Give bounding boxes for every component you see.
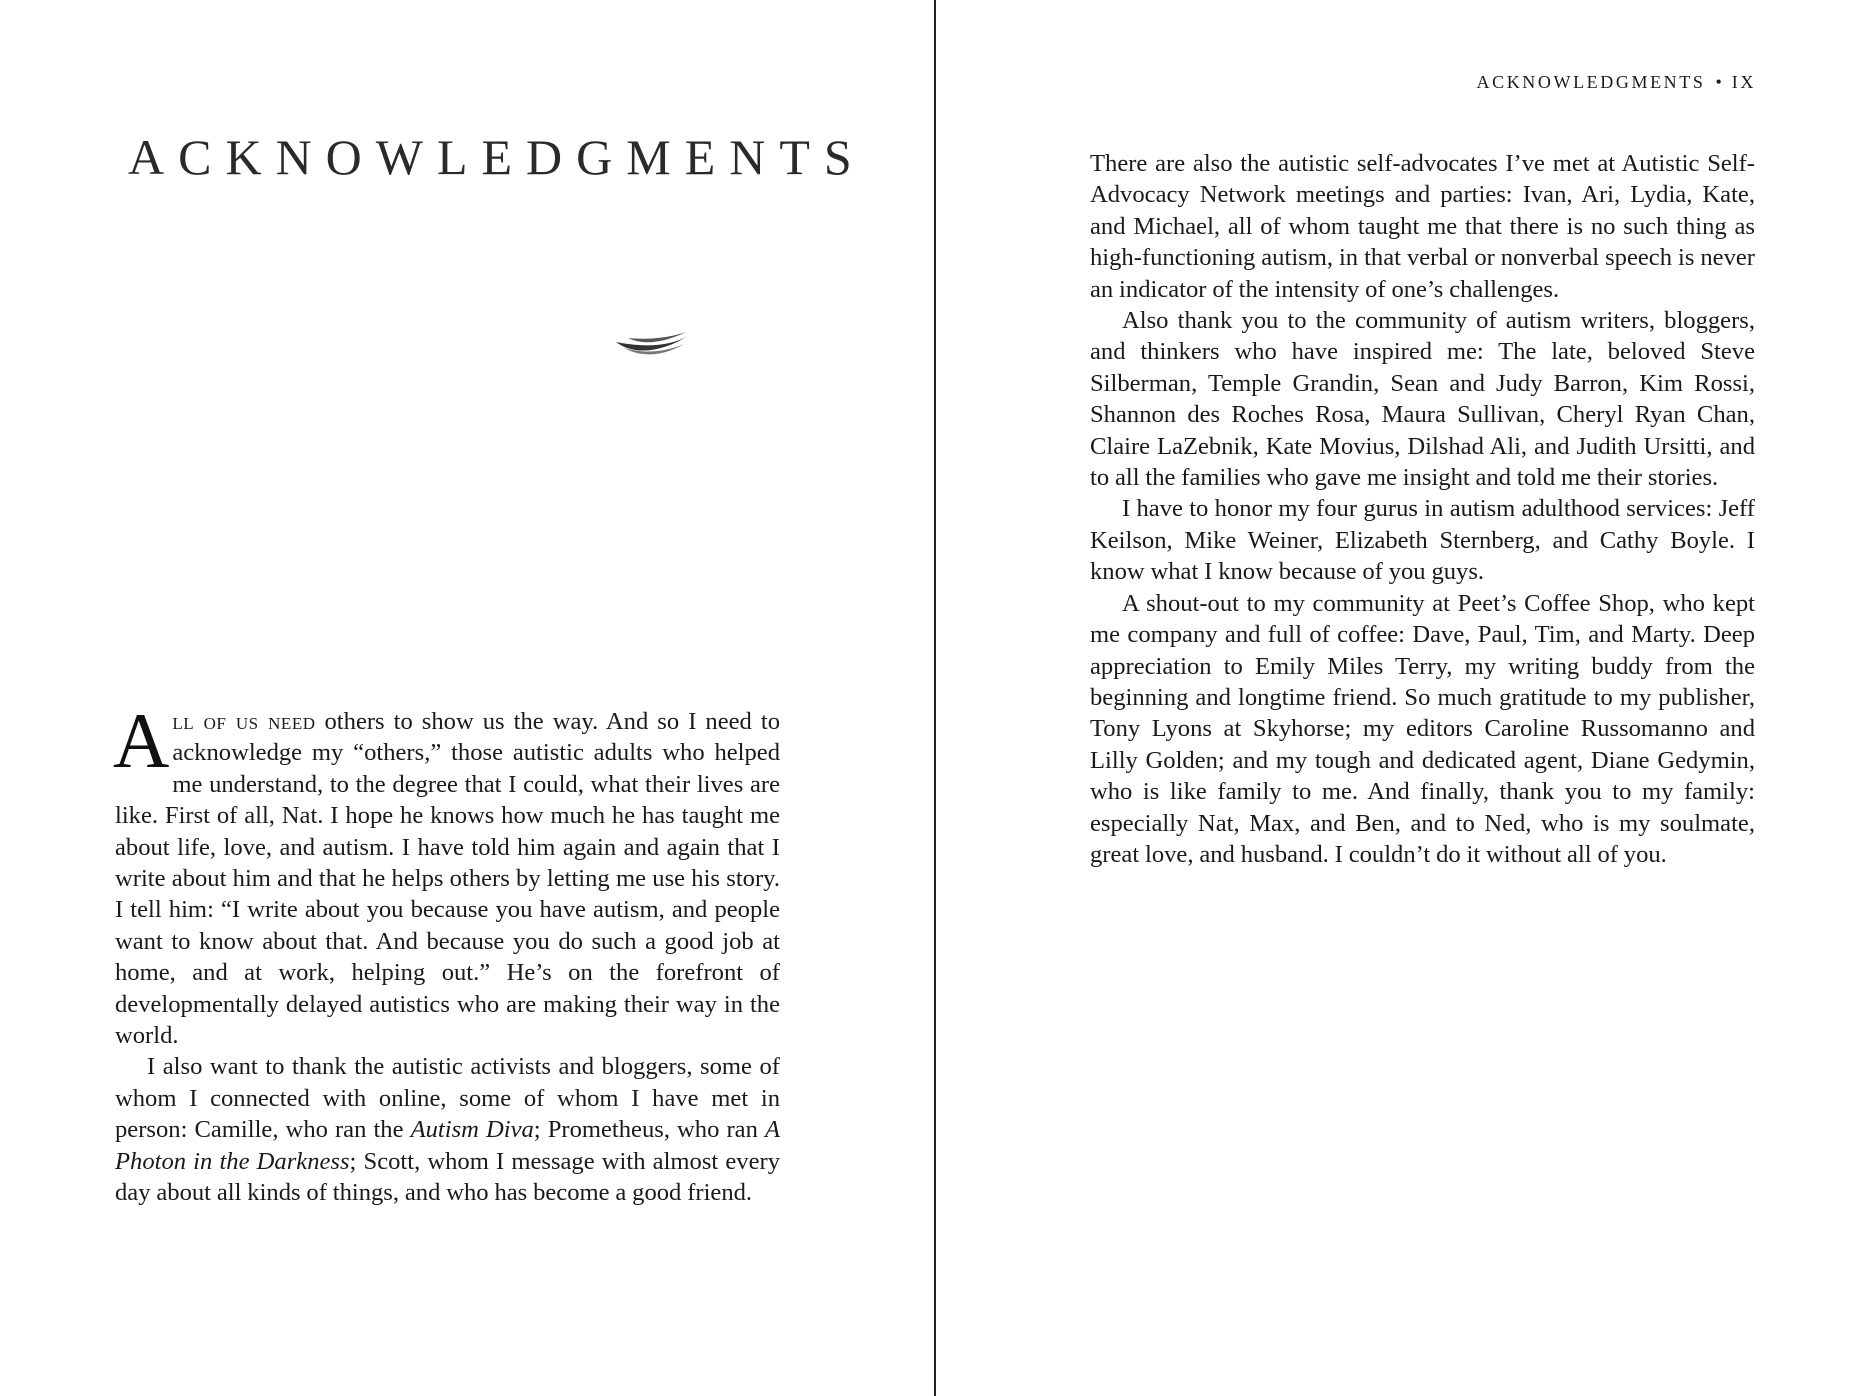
lead-in-smallcaps: ll of us need — [172, 708, 316, 735]
paragraph-text: ; Prometheus, who ran — [533, 1116, 765, 1144]
paragraph-self-advocates: There are also the autistic self-advocates I’ve met at Autistic Self-Advocacy Network meetings and parties: Ivan, Ari, Lydia, Kate, and Michael, all of whom taught me that there is no such thing as high-functioning autism, in that verbal or nonverbal speech is never an indicator of the intensity of one’s challenges. — [1090, 150, 1755, 303]
drop-cap: A — [113, 697, 170, 784]
running-header-separator: • — [1715, 72, 1722, 92]
running-header — [1477, 72, 1757, 93]
page-number: IX — [1731, 72, 1756, 92]
paragraph-activists — [115, 1051, 780, 1208]
italic-title: A Photon in the Darkness — [115, 1116, 780, 1175]
opening-paragraph — [113, 697, 780, 1051]
paragraph-writers: Also thank you to the community of autism writers, bloggers, and thinkers who have inspired me: The late, beloved Steve Silberman, Temple Grandin, Sean and Judy Barron, Kim Rossi, Shannon des Roches Rosa, Maura Sullivan, Cheryl Ryan Chan, Claire LaZebnik, Kate Movius, Dilshad Ali, and Judith Ursitti, and to all the families who gave me insight and told me their stories. — [1090, 307, 1755, 492]
page-gutter-divider — [934, 0, 936, 1396]
flourish-ornament-icon — [614, 330, 690, 360]
paragraph-text: I also want to thank the autistic activists and bloggers, some of whom I connected with online, some of whom I have met in person: Camille, who ran the — [115, 1053, 780, 1144]
right-page-body — [1090, 148, 1755, 870]
paragraph-gurus: I have to honor my four gurus in autism adulthood services: Jeff Keilson, Mike Weiner, Elizabeth Sternberg, and Cathy Boyle. I know what I know because of you guys. — [1090, 495, 1755, 586]
opening-paragraph-text: others to show us the way. And so I need to acknowledge my “others,” those autistic adults who helped me understand, to the degree that I could, what their lives are like. First of all, Nat. I hope he knows how much he has taught me about life, love, and autism. I have told him again and again that I write about him and that he helps others by letting me use his story. I tell him: “I write about you because you have autism, and people want to know about that. And because you do such a good job at home, and at work, helping out.” He’s on the forefront of developmentally delayed autistics who are making their way in the world. — [115, 708, 780, 1050]
running-header-label: ACKNOWLEDGMENTS — [1476, 72, 1706, 92]
paragraph-shout-out: A shout-out to my community at Peet’s Coffee Shop, who kept me company and full of coffee: Dave, Paul, Tim, and Marty. Deep appreciation to Emily Miles Terry, my writing buddy from the beginning and longtime friend. So much gratitude to my publisher, Tony Lyons at Skyhorse; my editors Caroline Russomanno and Lilly Golden; and my tough and dedicated agent, Diane Gedymin, who is like family to me. And finally, thank you to my family: especially Nat, Max, and Ben, and to Ned, who is my soulmate, great love, and husband. I couldn’t do it without all of you. — [1090, 589, 1755, 868]
left-page-body — [113, 697, 780, 1209]
italic-title: Autism Diva — [410, 1116, 534, 1144]
chapter-title: ACKNOWLEDGMENTS — [128, 129, 866, 185]
paragraph-text: ; Scott, whom I message with almost every day about all kinds of things, and who has become a good friend. — [115, 1147, 780, 1207]
